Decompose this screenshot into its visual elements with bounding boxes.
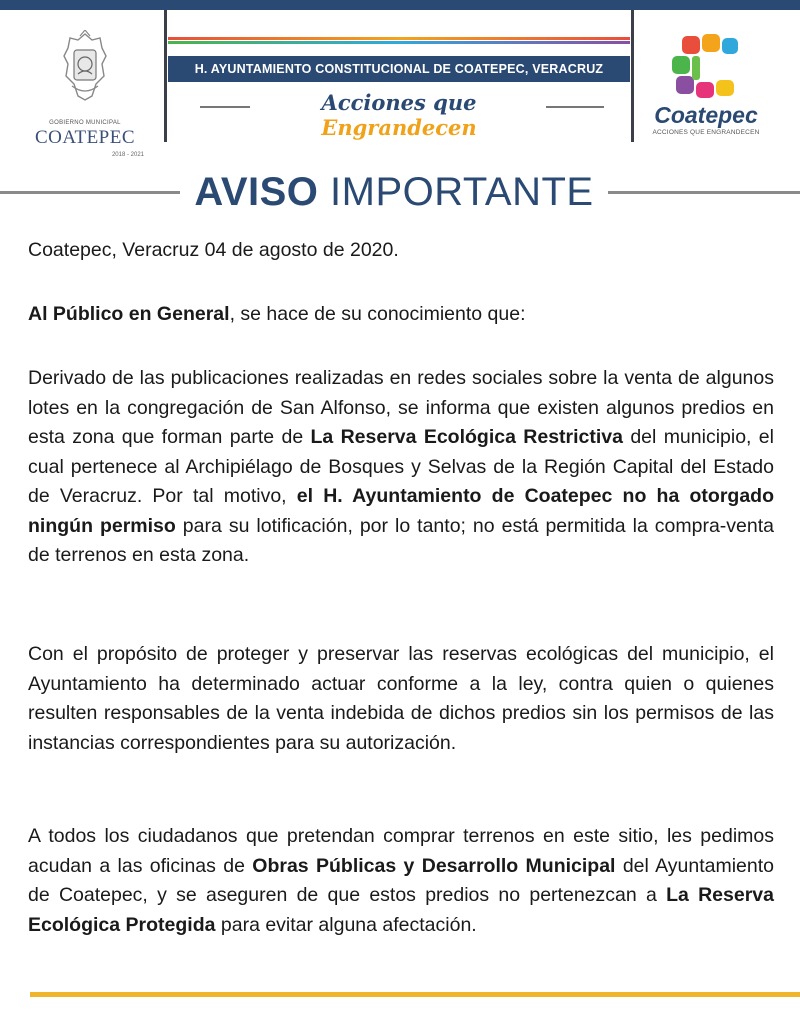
paragraph-2: Con el propósito de proteger y preservar las reservas ecológicas del municipio, el Ayuntamiento ha determinado actuar conforme a la ley, contra quien o quienes resulten responsables de la venta indebida de dichos predios sin los permisos de las instancias correspondientes para su autorización. (28, 643, 774, 754)
slogan-rule-right (546, 106, 604, 108)
coat-of-arms-icon (62, 30, 108, 118)
slogan-part1: Acciones que (321, 90, 477, 115)
salutation-rest: , se hace de su conocimiento que: (229, 303, 526, 325)
title-rest: IMPORTANTE (318, 170, 594, 214)
notice-date: Coatepec, Veracruz 04 de agosto de 2020. (28, 239, 399, 261)
color-stripe-top (168, 37, 630, 40)
brand-tagline: ACCIONES QUE ENGRANDECEN (652, 129, 760, 136)
page-title (180, 170, 608, 215)
municipal-seal (20, 30, 150, 158)
brand-name: Coatepec (654, 102, 758, 128)
slogan-part2: Engrandecen (321, 115, 477, 140)
p3-bold-1: Obras Públicas y Desarrollo Municipal (252, 854, 616, 877)
divider-right (631, 10, 634, 142)
p1-text-1: Derivado de las publicaciones realizadas en redes sociales sobre la venta de algunos lotes en la congregación de San Alfonso, se informa que existen algunos predios en esta zona que forman parte de (28, 367, 774, 448)
p3-text-2: del Ayuntamiento de Coatepec, y se aseguren de que estos predios no pertenezcan a (28, 854, 774, 906)
p1-bold-1: La Reserva Ecológica Restrictiva (310, 426, 623, 448)
salutation (28, 300, 774, 330)
paragraph-3 (28, 822, 774, 940)
title-rule-right (608, 191, 800, 194)
title-bold: AVISO (194, 170, 319, 214)
color-stripe-bottom (168, 41, 630, 44)
seal-years: 2018 - 2021 (111, 152, 144, 158)
coatepec-c-logo-icon (650, 30, 762, 102)
header (0, 10, 800, 158)
seal-name: COATEPEC (34, 127, 136, 148)
slogan (254, 90, 544, 140)
p3-text-3: para evitar alguna afectación. (215, 913, 477, 936)
p3-text-1: A todos los ciudadanos que pretendan comprar terrenos en este sitio, les pedimos acudan a las oficinas de (28, 825, 774, 877)
p1-text-3: para su lotificación, por lo tanto; no está permitida la compra-venta de terrenos en esta zona. (28, 514, 775, 566)
seal-small-label: GOBIERNO MUNICIPAL (49, 120, 121, 126)
salutation-bold: Al Público en General (28, 303, 230, 325)
p3-bold-2: La Reserva Ecológica Protegida (28, 884, 774, 936)
p1-bold-2: el H. Ayuntamiento de Coatepec no ha otorgado ningún permiso (28, 485, 774, 537)
municipality-banner: H. AYUNTAMIENTO CONSTITUCIONAL DE COATEPEC, VERACRUZ (168, 56, 630, 82)
top-bar (0, 0, 800, 10)
slogan-rule-left (200, 106, 250, 108)
title-rule-left (0, 191, 180, 194)
divider-left (164, 10, 167, 142)
brand-logo (650, 30, 770, 150)
paragraph-1 (28, 364, 774, 571)
p1-text-2: del municipio, el cual pertenece al Archipiélago de Bosques y Selvas de la Región Capital del Estado de Veracruz. Por tal motivo, (28, 426, 774, 507)
footer-rule (30, 992, 800, 997)
